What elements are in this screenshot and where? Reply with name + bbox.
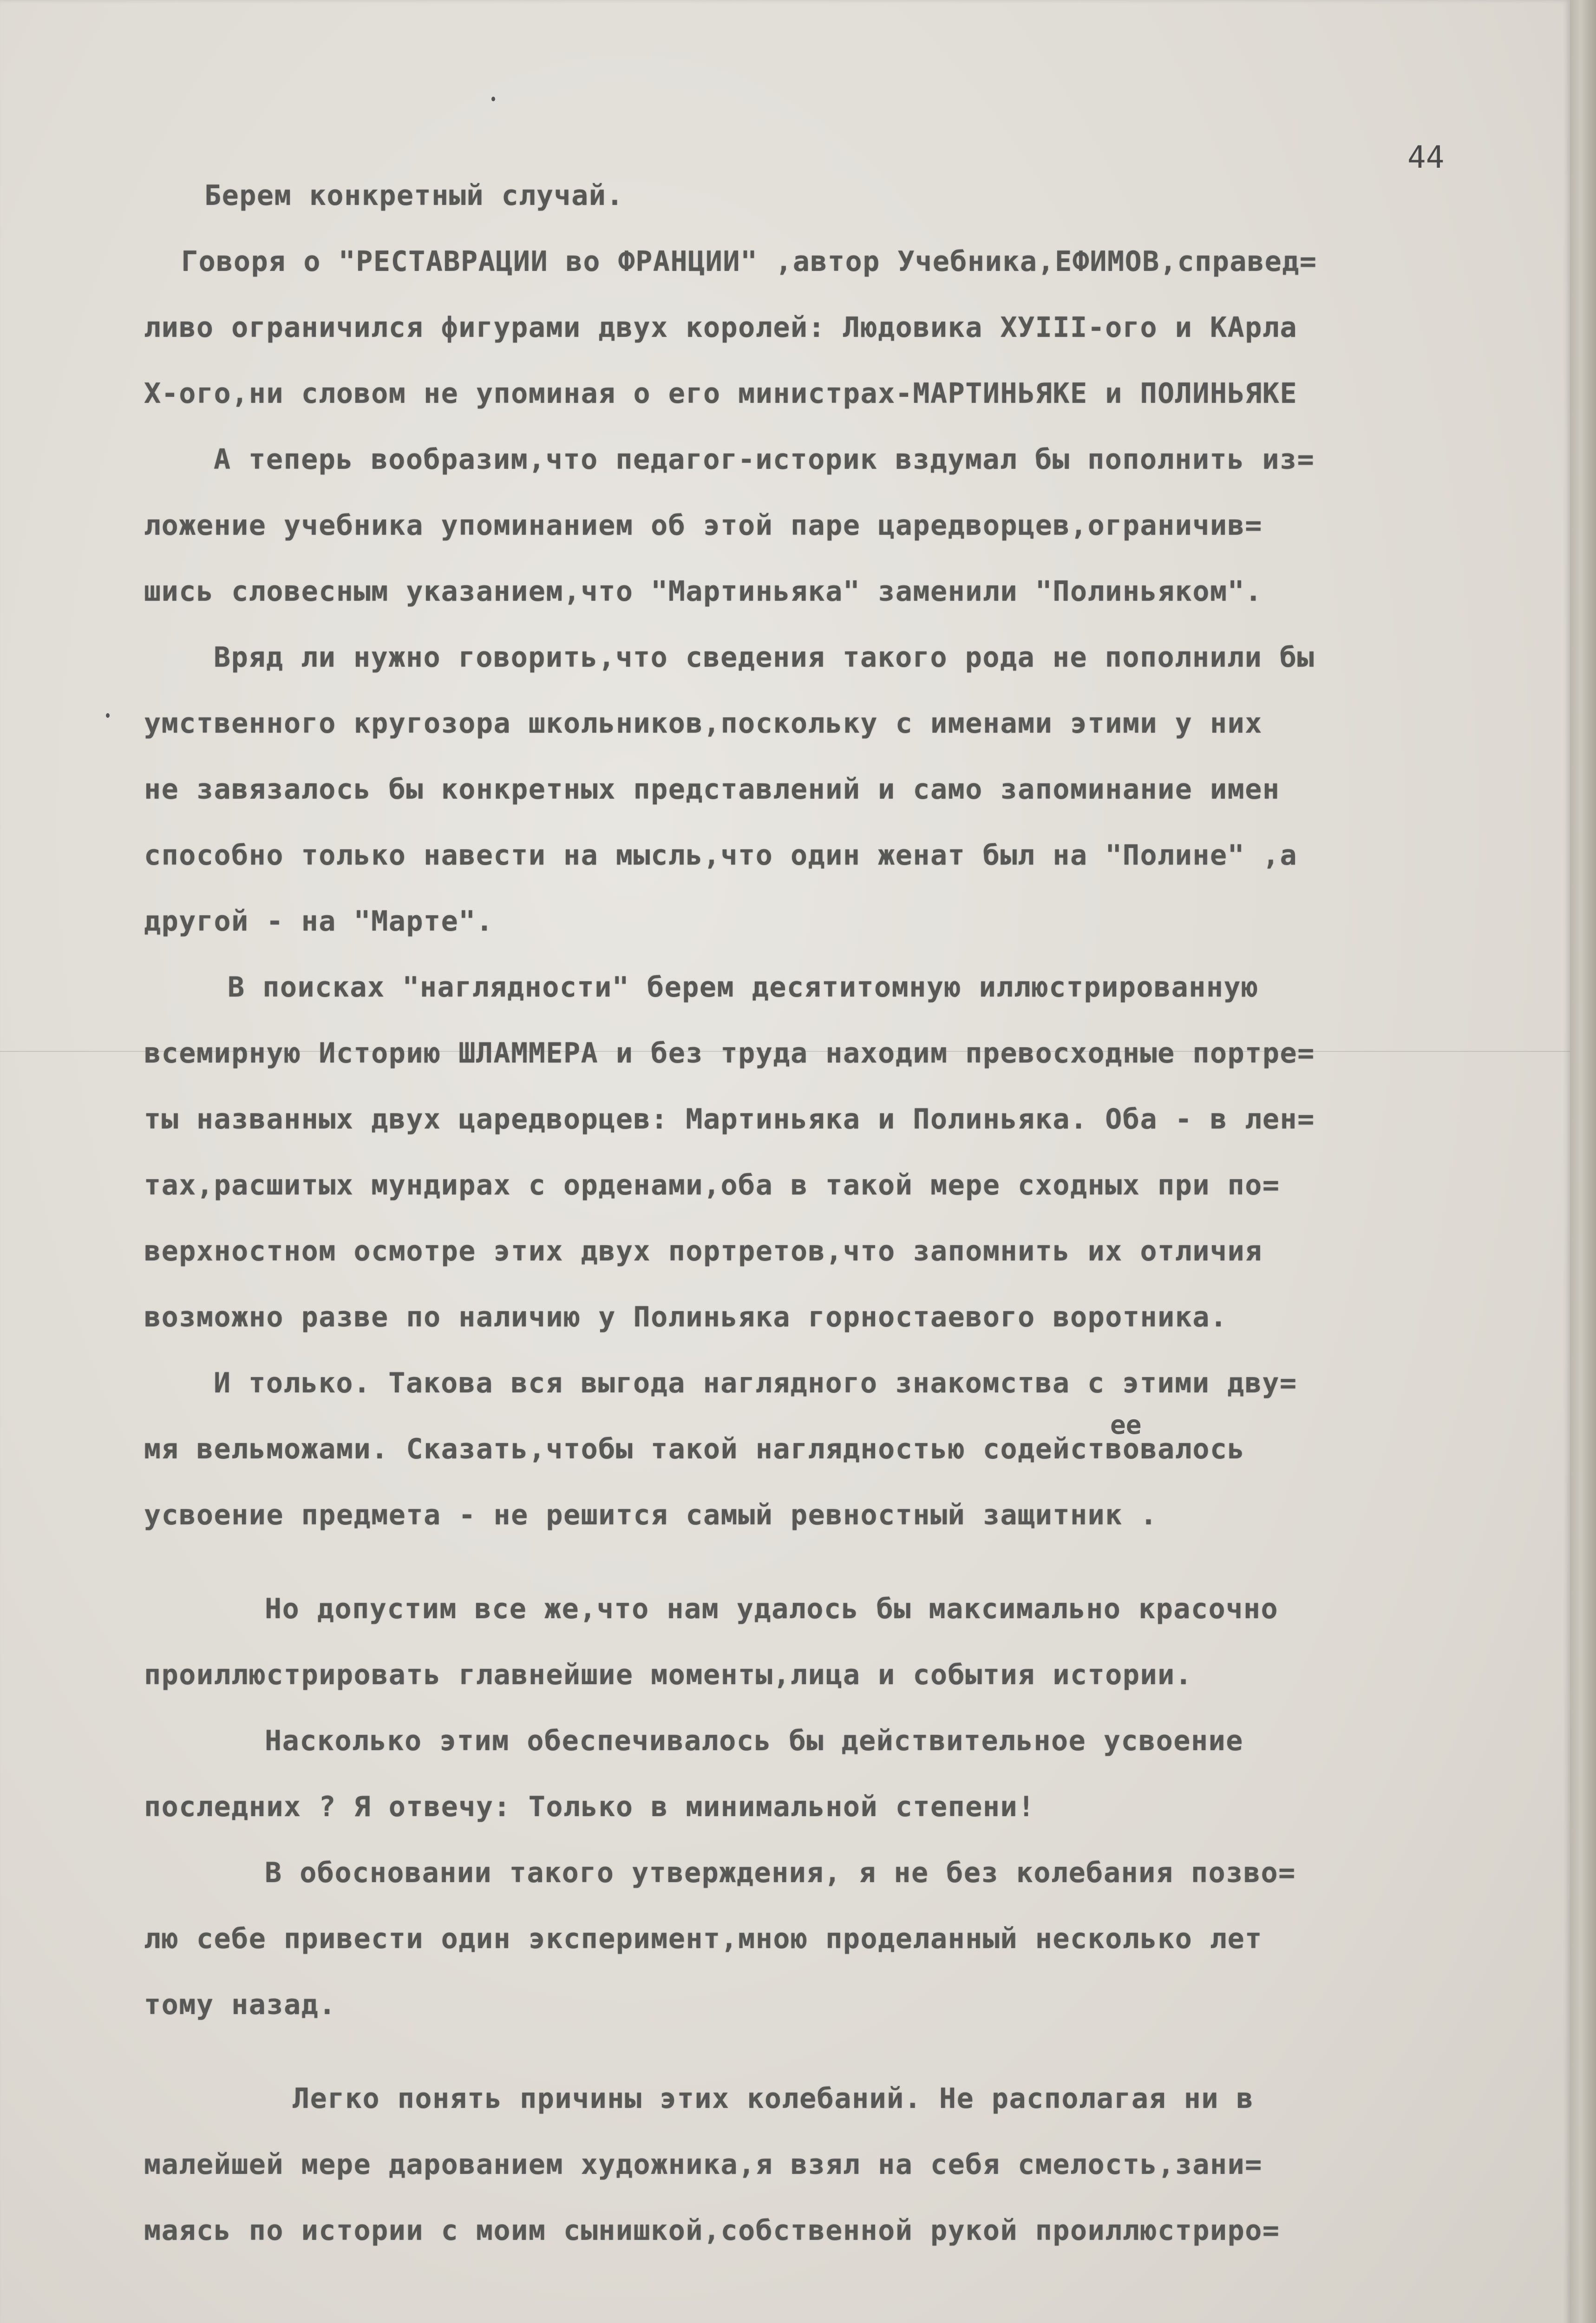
text-line: умственного кругозора школьников,поскольку с именами этими у них — [144, 707, 1262, 740]
text-line: шись словесным указанием,что "Мартиньяка" заменили "Полиньяком". — [144, 575, 1262, 608]
page-number: 44 — [1407, 139, 1445, 175]
text-line: ложение учебника упоминанием об этой паре царедворцев,ограничив= — [144, 509, 1262, 542]
text-line: последних ? Я отвечу: Только в минимальной степени! — [144, 1791, 1035, 1823]
body-text — [139, 163, 1524, 2264]
text-line: лю себе привести один эксперимент,мною проделанный несколько лет — [144, 1923, 1262, 1955]
text-line: ливо ограничился фигурами двух королей: Людовика XУIII-ого и КАрла — [144, 311, 1298, 344]
ink-speck — [491, 97, 495, 101]
text-line: Берем конкретный случай. — [204, 179, 624, 212]
text-line: И только. Такова вся выгода наглядного знакомства с этими дву= — [214, 1367, 1297, 1399]
text-line: другой - на "Марте". — [144, 905, 494, 938]
text-line: всемирную Историю ШЛАММЕРА и без труда находим превосходные портре= — [144, 1037, 1315, 1070]
text-line: малейшей мере дарованием художника,я взял на себя смелость,зани= — [144, 2148, 1262, 2181]
text-line: Но допустим все же,что нам удалось бы максимально красочно — [265, 1593, 1279, 1625]
text-line: В поисках "наглядности" берем десятитомную иллюстрированную — [228, 971, 1259, 1004]
text-line: способно только навести на мысль,что один женат был на "Полине" ,а — [144, 839, 1298, 872]
text-line: Насколько этим обеспечивалось бы действительное усвоение — [265, 1725, 1243, 1757]
text-line: усвоение предмета - не решится самый ревностный защитник . — [144, 1499, 1158, 1531]
text-line: мя вельможами. Сказать,чтобы такой наглядностью содействовалось — [144, 1433, 1245, 1465]
handwritten-insertion: ее — [1110, 1410, 1142, 1440]
text-line: В обосновании такого утверждения, я не без колебания позво= — [265, 1857, 1296, 1889]
ink-speck — [106, 713, 110, 718]
text-line: ты названных двух царедворцев: Мартиньяка и Полиньяка. Оба - в лен= — [144, 1103, 1315, 1135]
text-line: Говоря о "РЕСТАВРАЦИИ во ФРАНЦИИ" ,автор Учебника,ЕФИМОВ,справед= — [181, 245, 1317, 278]
text-line: Х-ого,ни словом не упоминая о его министрах-МАРТИНЬЯКЕ и ПОЛИНЬЯКЕ — [144, 377, 1298, 410]
text-line: не завязалось бы конкретных представлений и само запоминание имен — [144, 773, 1280, 806]
text-line: маясь по истории с моим сынишкой,собственной рукой проиллюстриро= — [144, 2214, 1280, 2247]
text-line: Легко понять причины этих колебаний. Не располагая ни в — [293, 2082, 1254, 2115]
text-line: возможно разве по наличию у Полиньяка горностаевого воротника. — [144, 1301, 1228, 1333]
binding-edge — [1570, 0, 1596, 2323]
text-line: тах,расшитых мундирах с орденами,оба в такой мере сходных при по= — [144, 1169, 1280, 1201]
text-line: верхностном осмотре этих двух портретов,что запомнить их отличия — [144, 1235, 1262, 1267]
text-line: Вряд ли нужно говорить,что сведения такого рода не пополнили бы — [214, 641, 1315, 674]
text-line: проиллюстрировать главнейшие моменты,лица и события истории. — [144, 1659, 1193, 1691]
text-line: А теперь вообразим,что педагог-историк вздумал бы пополнить из= — [214, 443, 1315, 476]
text-line: тому назад. — [144, 1988, 336, 2021]
